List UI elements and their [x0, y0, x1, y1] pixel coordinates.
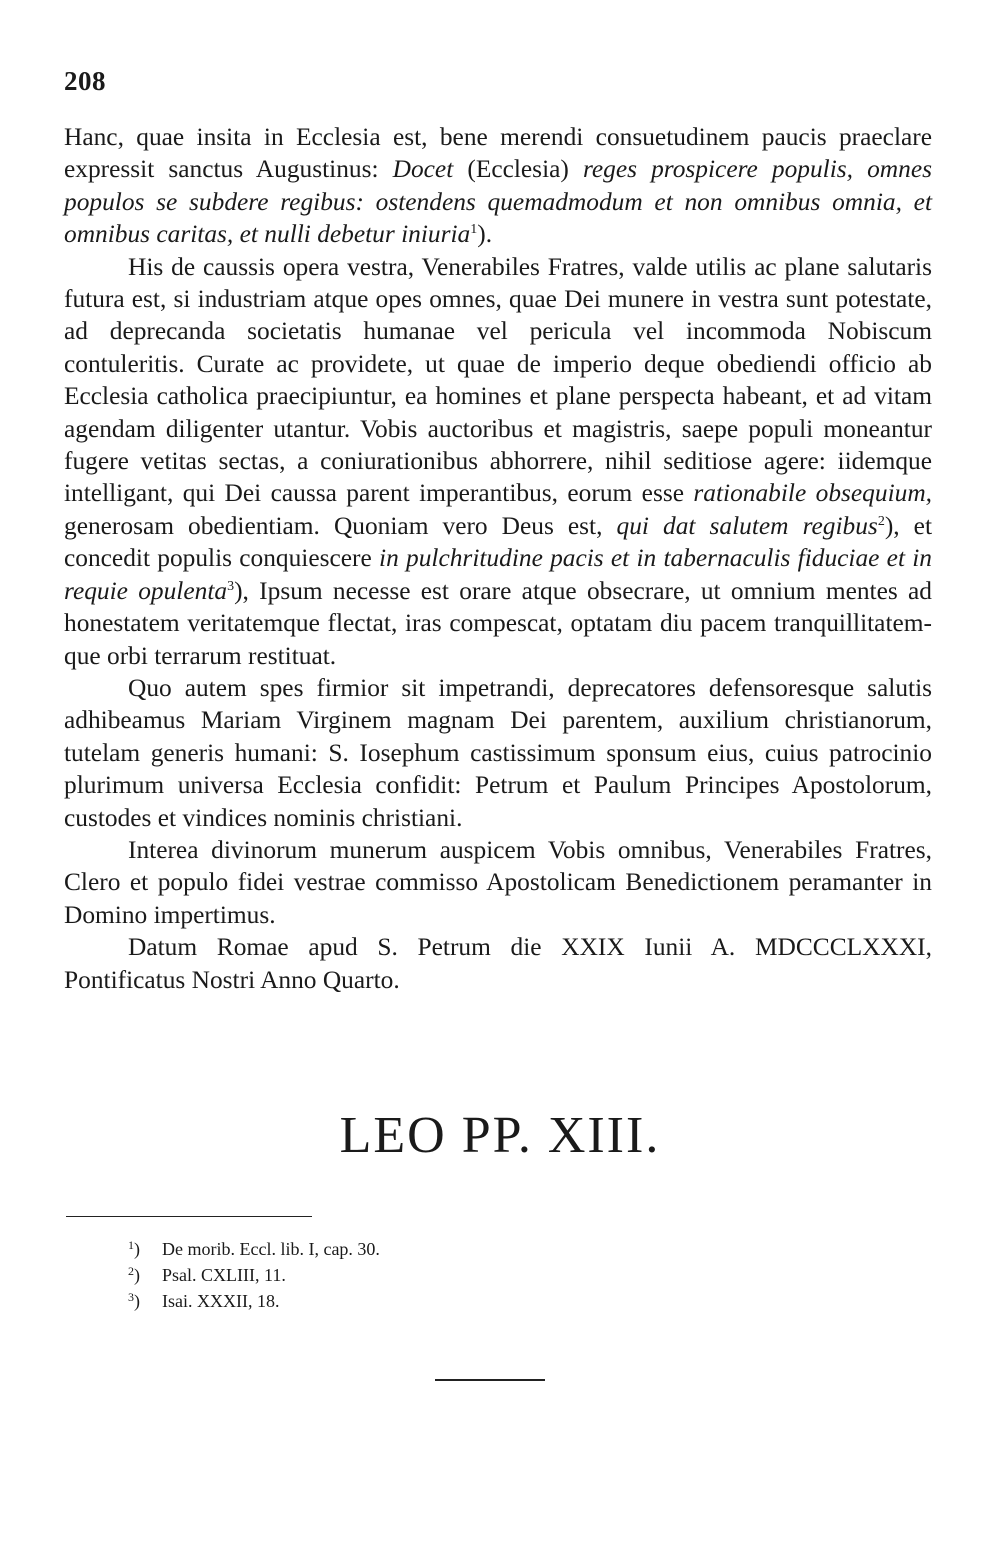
end-divider [435, 1379, 545, 1381]
paragraph-1 [64, 121, 932, 251]
footnote-2 [128, 1262, 380, 1288]
p1-augustine-quote: reges prospicere populis, omnes populos se subdere regibus: ostendens quemadmodum et non omnibus omnia, et omnibus caritas, et nulli debetur iniuria [64, 155, 932, 249]
footnote-1 [128, 1236, 380, 1262]
paragraph-4: Interea divinorum munerum auspicem Vobis omnibus, Venerabiles Fratres, Clero et populo fidei vestrae commisso Apostolicam Benedictionem peramanter in Domino impertimus. [64, 835, 932, 929]
paragraph-2 [64, 251, 932, 672]
p1-text-c: (Ecclesia) [453, 155, 583, 184]
signature: LEO PP. XIII. [339, 1107, 661, 1164]
p2-text-f: ), et concedit populis conquiescere [64, 511, 932, 573]
p1-text-f: ). [477, 220, 493, 249]
p1-text-a: Hanc, quae insita in Ecclesia est, bene merendi consuetudinem paucis praeclare expressit sanctus Augustinus: [64, 123, 932, 184]
p2-italic-obsequium: rationabile obsequium, [693, 479, 932, 508]
p1-italic-docet: Docet [392, 155, 454, 184]
footnote-text: De morib. Eccl. lib. I, cap. 30. [162, 1239, 380, 1259]
footnote-ref-3: 3 [227, 578, 235, 594]
p2-italic-salutem: qui dat salutem regibus [616, 511, 878, 540]
p2-text-i: ), Ipsum necesse est orare atque obsecrare, ut omnium mentes ad honestatem veritatemque flectat, iras compescat, optatam diu pacem tranquillitatemque orbi terrarum restituat. [64, 576, 932, 670]
footnote-mark: $^3$) [128, 1290, 140, 1311]
footnote-divider [66, 1216, 312, 1217]
page-number: 208 [64, 66, 106, 96]
p2-italic-pulchritudine: in pulchritudine pacis et in tabernaculis fiduciae et in requie opulenta [64, 544, 933, 605]
footnotes [128, 1236, 380, 1314]
footnote-3 [128, 1288, 380, 1314]
paragraph-5: Datum Romae apud S. Petrum die XXIX Iunii A. MDCCCLXXXI, Pontificatus Nostri Anno Quarto. [64, 933, 932, 994]
footnote-mark: $^2$) [128, 1264, 140, 1285]
footnote-text: Isai. XXXII, 18. [162, 1291, 280, 1311]
footnote-text: Psal. CXLIII, 11. [162, 1265, 286, 1285]
p2-text-c: generosam obedientiam. Quoniam vero Deus est, [64, 511, 617, 540]
paragraph-3: Quo autem spes firmior sit impetrandi, deprecatores defensoresque salutis adhibeamus Mariam Virginem magnam Dei parentem, auxilium christianorum, tutelam generis humani: S. Iosephum castissimum sponsum eius, cuius patrocinio plurimum universa Ecclesia confidit: Petrum et Paulum Principes Apostolorum, custodes et vindices nominis christiani. [64, 673, 932, 832]
footnote-mark: $^1$) [128, 1238, 140, 1259]
body-text [64, 121, 932, 996]
footnote-ref-1: 1 [470, 222, 478, 238]
p2-text-a: His de caussis opera vestra, Venerabiles Fratres, valde utilis ac plane salutaris futura est, si industriam atque opes omnes, quae Dei munere in vestra sunt potestate, ad deprecanda societatis humanae vel pericula vel incommoda Nobiscum contuleritis. Curate ac providete, ut quae de imperio deque obediendi officio ab Ecclesia catholica praecipiuntur, ea homines et plane perspecta habeant, et ad vitam agendam diligenter utantur. Vobis auctoribus et magistris, saepe populi moneantur fugere vetitas sectas, a coniurationibus abhorrere, nihil seditiose agere: iidemque intelligant, qui Dei caussa parent imperantibus, eorum esse [64, 252, 932, 508]
footnote-ref-2: 2 [877, 513, 885, 529]
